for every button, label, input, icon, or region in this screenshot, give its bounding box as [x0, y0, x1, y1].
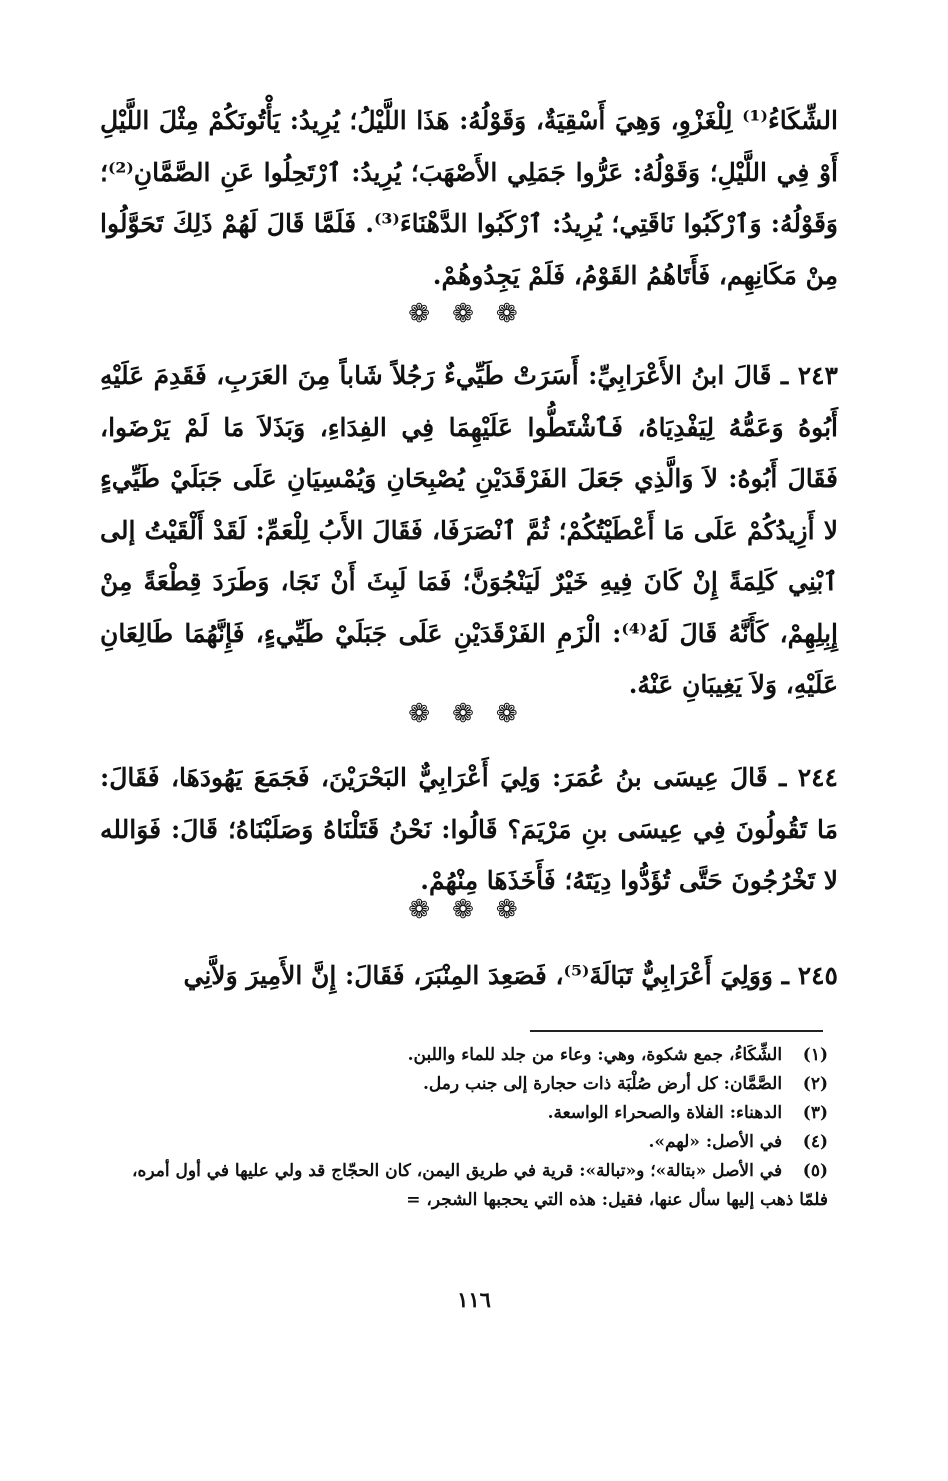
flower-ornament-icon: ❁ — [408, 895, 453, 925]
footnote-item — [108, 1157, 828, 1215]
footnote-item — [108, 1099, 828, 1128]
flower-ornament-icon: ❁ — [408, 699, 453, 729]
section-separator — [0, 694, 948, 734]
flower-ornament-icon: ❁ — [495, 895, 540, 925]
section-separator — [0, 294, 948, 334]
flower-ornament-icon: ❁ — [495, 699, 540, 729]
footnote-item — [108, 1070, 828, 1099]
footnote-item — [108, 1128, 828, 1157]
section-separator — [0, 890, 948, 930]
flower-ornament-icon: ❁ — [452, 299, 496, 329]
paragraph-245: ٢٤٥ ـ وَوَلِيَ أَعْرَابِيٌّ تَبَالَةَ⁽⁵⁾، فَصَعِدَ المِنْبَرَ، فَقَالَ: إِنَّ الأَمِيرَ وَلاَّنِي — [183, 961, 838, 990]
footnote-text: الصَّمَّان: كل أرض صُلْبَة ذات حجارة إلى جنب رمل. — [422, 1074, 783, 1094]
flower-ornament-icon: ❁ — [452, 895, 496, 925]
flower-ornament-icon: ❁ — [495, 299, 540, 329]
footnote-text: في الأصل «بتالة»؛ و«تبالة»: قرية في طريق اليمن، كان الحجّاج قد ولي عليها في أول أمره، فلمّا ذهب إليها سأل عنها، فقيل: هذه التي يحجبها الشجر، = — [131, 1161, 828, 1210]
paragraph-243: ٢٤٣ ـ قَالَ ابنُ الأَعْرَابِيِّ: أَسَرَتْ طَيِّيءٌ رَجُلاً شَاباً مِنَ العَرَبِ، فَقَدِمَ عَلَيْهِ أَبُوهُ وَعَمُّهُ لِيَفْدِيَاهُ، فَٱشْتَطُّوا عَلَيْهِمَا فِي الفِدَاءِ، وَبَذَلاَ مَا لَمْ يَرْضَوا، فَقَالَ أَبُوهُ: لاَ وَالَّذِي جَعَلَ الفَرْقَدَيْنِ يُصْبِحَانِ وَيُمْسِيَانِ عَلَى جَبَلَيْ طَيِّيءٍ لا أَزِيدُكُمْ عَلَى مَا أَعْطَيْتُكُمْ؛ ثُمَّ ٱنْصَرَفَا، فَقَالَ الأَبُ لِلْعَمِّ: لَقَدْ أَلْقَيْتُ إلى ٱبْنِي كَلِمَةً إِنْ كَانَ فِيهِ خَيْرٌ لَيَنْجُوَنَّ؛ فَمَا لَبِثَ أَنْ نَجَا، وَطَرَدَ قِطْعَةً مِنْ إِبِلِهِمْ، كَأَنَّهُ قَالَ لَهُ⁽⁴⁾: الْزَمِ الفَرْقَدَيْنِ عَلَى جَبَلَيْ طَيِّيءٍ، فَإِنَّهُمَا طَالِعَانِ عَلَيْهِ، وَلاَ يَغِيبَانِ عَنْهُ. — [100, 361, 838, 699]
footnote-number: (٣) — [802, 1103, 828, 1123]
page-number: ١١٦ — [457, 1287, 491, 1312]
paragraph-244: ٢٤٤ ـ قَالَ عِيسَى بنُ عُمَرَ: وَلِيَ أَعْرَابِيٌّ البَحْرَيْنَ، فَجَمَعَ يَهُودَهَا، فَقَالَ: مَا تَقُولُونَ فِي عِيسَى بنِ مَرْيَمَ؟ قَالُوا: نَحْنُ قَتَلْنَاهُ وَصَلَبْنَاهُ؛ قَالَ: فَوَالله لا تَخْرُجُونَ حَتَّى تُؤَدُّوا دِيَتَهُ؛ فَأَخَذَهَا مِنْهُمْ. — [100, 763, 838, 895]
flower-ornament-icon: ❁ — [452, 699, 496, 729]
footnote-number: (٥) — [802, 1161, 828, 1181]
footnote-text: الدهناء: الفلاة والصحراء الواسعة. — [547, 1103, 783, 1123]
footnotes-list — [108, 1041, 828, 1215]
footnote-text: الشِّكَاءُ، جمع شكوة، وهي: وعاء من جلد للماء واللبن. — [407, 1045, 783, 1065]
flower-ornament-icon: ❁ — [408, 299, 453, 329]
footnote-text: في الأصل: «لهم». — [648, 1132, 783, 1152]
footnote-number: (١) — [802, 1045, 828, 1065]
paragraph-continuation: الشِّكَاءُ⁽¹⁾ لِلْغَزْوِ، وَهِيَ أَسْقِيَةٌ، وَقَوْلُهُ: هَذَا اللَّيْلُ؛ يُرِيدُ: يَأْتُونَكُمْ مِثْلَ اللَّيْلِ أَوْ فِي اللَّيْلِ؛ وَقَوْلُهُ: عَرُّوا جَمَلِي الأَصْهَبَ؛ يُرِيدُ: ٱرْتَحِلُوا عَنِ الصَّمَّانِ⁽²⁾؛ وَقَوْلُهُ: وَٱرْكَبُوا نَاقَتِي؛ يُرِيدُ: ٱرْكَبُوا الدَّهْنَاءَ⁽³⁾. فَلَمَّا قَالَ لَهُمْ ذَلِكَ تَحَوَّلُوا مِنْ مَكَانِهِم، فَأَتَاهُمُ القَوْمُ، فَلَمْ يَجِدُوهُمْ. — [100, 106, 838, 290]
footnote-number: (٤) — [802, 1132, 828, 1152]
footnote-item — [108, 1041, 828, 1070]
footnote-number: (٢) — [802, 1074, 828, 1094]
footnote-divider — [530, 1030, 823, 1032]
